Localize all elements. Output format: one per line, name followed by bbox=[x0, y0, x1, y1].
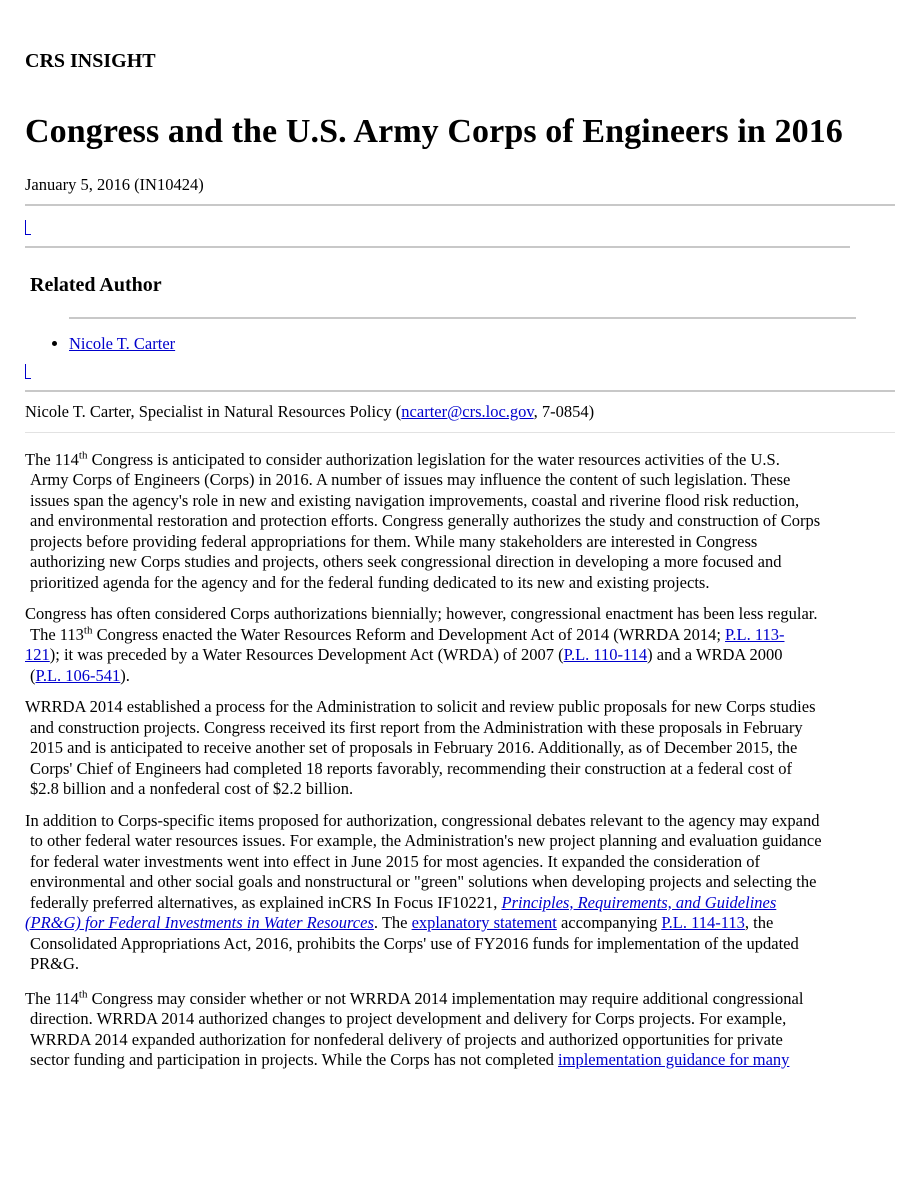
law-link[interactable]: P.L. 114-113 bbox=[661, 913, 745, 932]
list-item bbox=[69, 334, 895, 354]
anchor-row bbox=[25, 354, 895, 390]
anchor-row bbox=[25, 206, 895, 246]
publication-date: January 5, 2016 (IN10424) bbox=[25, 175, 204, 194]
body-paragraph: WRRDA 2014 established a process for the Administration to solicit and review public proposals for new Corps studies and construction projects. Congress received its first report from the Administration with these proposals in February 2015 and is anticipated to receive another set of proposals in February 2016. Additionally, as of December 2015, the Corps' Chief of Engineers had completed 18 reports favorably, recommending their construction at a federal cost of $2.8 billion and a nonfederal cost of $2.2 billion. bbox=[25, 697, 816, 798]
author-email-link[interactable]: ncarter@crs.loc.gov bbox=[401, 401, 534, 421]
anchor-link[interactable] bbox=[25, 364, 31, 379]
divider bbox=[25, 432, 895, 433]
law-link[interactable]: P.L. 113- bbox=[725, 624, 785, 644]
guidance-link[interactable]: implementation guidance for many bbox=[558, 1050, 790, 1069]
author-link[interactable]: Nicole T. Carter bbox=[69, 333, 176, 353]
document-label: CRS INSIGHT bbox=[25, 50, 156, 72]
body-paragraph: Congress has often considered Corps authorizations biennially; however, congressional enactment has been less regular. The 113th Congress enacted the Water Resources Reform and Development Act of 2014 (WRRDA 2014; P.L. 113- 121); it was preceded by a Water Resources Development Act (WRDA) of 2007 (P.L. 110-114) and a WRDA 2000 (P.L. 106-541). bbox=[25, 604, 818, 685]
related-author-list bbox=[25, 334, 895, 354]
law-link[interactable]: P.L. 110-114 bbox=[563, 645, 648, 664]
law-link[interactable]: P.L. 106-541 bbox=[35, 665, 121, 685]
body-paragraph: In addition to Corps-specific items proposed for authorization, congressional debates relevant to the agency may expand to other federal water resources issues. For example, the Administration's new project planning and evaluation guidance for federal water investments went into effect in June 2015 for most agencies. It expanded the consideration of environmental and other social goals and nonstructural or "green" solutions when developing projects and selecting the federally preferred alternatives, as explained inCRS In Focus IF10221, Principles, Requirements, and Guidelines (PR&G) for Federal Investments in Water Resources. The explanatory statement accompanying P.L. 114-113, the Consolidated Appropriations Act, 2016, prohibits the Corps' use of FY2016 funds for implementation of the updated PR&G. bbox=[25, 810, 822, 973]
divider bbox=[25, 246, 850, 248]
report-link[interactable]: Principles, Requirements, and Guidelines bbox=[501, 892, 777, 912]
page-title: Congress and the U.S. Army Corps of Engineers in 2016 bbox=[25, 113, 843, 150]
divider bbox=[25, 390, 895, 392]
body-paragraph: The 114th Congress is anticipated to consider authorization legislation for the water resources activities of the U.S. Army Corps of Engineers (Corps) in 2016. A number of issues may influence the content of such legislation. These issues span the agency's role in new and existing navigation improvements, coastal and riverine flood risk reduction, and environmental restoration and protection efforts. Congress generally authorizes the study and construction of Corps projects before providing federal appropriations for them. While many stakeholders are interested in Congress authorizing new Corps studies and projects, others seek congressional direction in developing a more focused and prioritized agenda for the agency and for the federal funding dedicated to its new and existing projects. bbox=[25, 449, 821, 592]
anchor-link[interactable] bbox=[25, 220, 31, 235]
author-byline: Nicole T. Carter, Specialist in Natural Resources Policy (ncarter@crs.loc.gov, 7-0854) bbox=[25, 401, 595, 421]
body-paragraph: The 114th Congress may consider whether or not WRRDA 2014 implementation may require additional congressional direction. WRRDA 2014 authorized changes to project development and delivery for Corps projects. For example, WRRDA 2014 expanded authorization for nonfederal delivery of projects and authorized opportunities for private sector funding and participation in projects. While the Corps has not completed implementation guidance for many bbox=[25, 988, 804, 1069]
divider bbox=[69, 317, 856, 319]
related-author-heading: Related Author bbox=[30, 273, 162, 296]
law-link[interactable]: 121 bbox=[25, 645, 50, 664]
explanatory-statement-link[interactable]: explanatory statement bbox=[411, 913, 557, 932]
report-link[interactable]: (PR&G) for Federal Investments in Water Resources bbox=[25, 913, 374, 932]
